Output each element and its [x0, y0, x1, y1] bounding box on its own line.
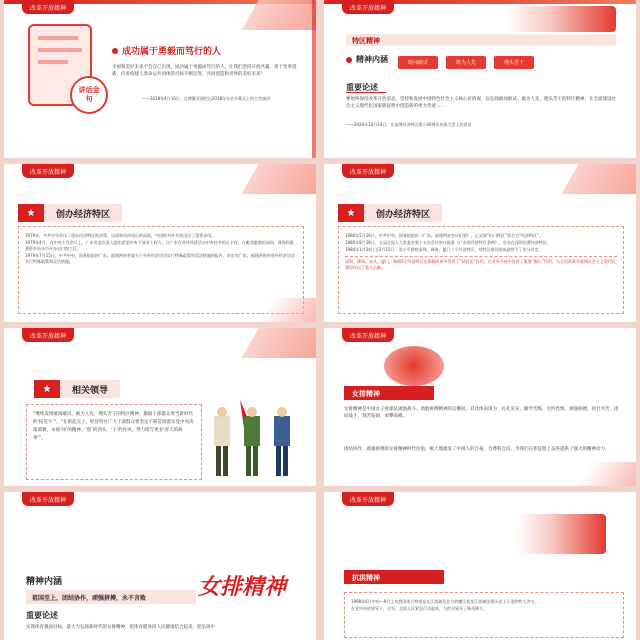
- slide7-subtitle: 重要论述: [26, 611, 58, 620]
- slide4-note: 深圳、珠海、汕头、厦门，海南5个经济特区在体制改革中发挥了“试验田”作用，在对外开放中发挥了重要“窗口”作用，为全国改革开放和社会主义现代化建设作出了重大贡献。: [345, 256, 617, 271]
- slide5-body: “继续发扬敢闯敢试、敢为人先、埋头苦干的特区精神，激励干部群众勇当新时代的‘拓荒牛’”，“在新起点上，经济特区广大干部群众要坚定不移贯彻落实党中央决策部署，永葆‘闯’的精神、‘创’的劲头、‘干’的作风，努力续写更多‘春天的故事’”。: [26, 404, 202, 480]
- slide7-inner-title: 精神内涵: [26, 577, 63, 587]
- slide-7[interactable]: [4, 492, 316, 640]
- slide-6[interactable]: [324, 328, 636, 486]
- document-icon: [28, 24, 100, 106]
- header-badge: 改革开放精神: [342, 328, 394, 342]
- slide-1[interactable]: [4, 0, 316, 158]
- slide-4[interactable]: [324, 164, 636, 322]
- header-badge: 改革开放精神: [22, 492, 74, 506]
- header-badge: 改革开放精神: [342, 492, 394, 506]
- corner-decoration: [226, 164, 316, 194]
- header-badge: 改革开放精神: [342, 0, 394, 14]
- list-item: 1980年5月16日，中共中央、国务院批转《广东、福建两省会议纪要》，正式将“出口特区”改名为“经济特区”。: [345, 233, 544, 238]
- soldiers-illustration: [204, 398, 304, 482]
- list-item: 在党中央的领导下，全军、全国人民紧急行动起来，与洪水展开了殊死搏斗。: [351, 606, 487, 611]
- party-emblem-icon: [384, 346, 444, 386]
- slide-5[interactable]: [4, 328, 316, 486]
- slide3-section: 创办经济特区: [44, 204, 122, 222]
- party-emblem-icon: [516, 514, 606, 554]
- list-item: 1979年4月，在中央工作会议上，广东省委负责人提出希望中央下放若干权力，让广东在对外经济活动中有较多的自主权，在毗邻港澳的深圳、珠海和重要侨乡汕头市开办出口加工区。: [25, 240, 294, 251]
- button-dare-try[interactable]: 敢闯敢试: [398, 56, 438, 69]
- party-emblem-icon: [506, 6, 616, 32]
- header-badge: 改革开放精神: [22, 164, 74, 178]
- corner-decoration: [546, 164, 636, 194]
- slide6-body2: 团结协作，顽强拼搏的女排精神时代价值，极大地激发了中国人的自豪、自尊和自信，为我们在新征程上奋进提供了强大的精神动力。: [344, 447, 610, 452]
- slide1-heading-row: [112, 44, 221, 57]
- star-icon: ★: [338, 204, 364, 222]
- slide7-motto: 祖国至上，团结协作，顽强拼搏，永不言败: [26, 590, 196, 604]
- slide6-body: 女排精神是中国女子排球队顽强战斗、勇敢拼搏精神的总概括。其具体表现为：扎扎实实，勤学苦练，无所畏惧，顽强拼搏，同甘共苦，团结战斗，刻苦钻研，勇攀高峰。: [344, 407, 619, 419]
- bullet-dot-icon: [346, 57, 352, 63]
- slide2-footer: ——2020年10月14日，在深圳经济特区建立40周年庆祝大会上的讲话: [346, 122, 472, 127]
- slide4-titlebar: [338, 204, 442, 222]
- list-item: 1979年，中共中央作出了创办经济特区的决策，以扭转经济落后的局面，中国的对外开放迈出了重要步伐。: [25, 233, 216, 238]
- slide3-titlebar: [18, 204, 122, 222]
- slide2-body: 要始终保持改革开放姿态，坚持和发展中国特色社会主义核心价值观，以弘扬敢闯敢试、敢为人先、埋头苦干的特区精神，在全面建设社会主义现代化国家新征程中创造新的更大奇迹……: [346, 97, 616, 109]
- list-item: 1980年8月26日，五届全国人大常委会第十五次会议审议批准《广东省经济特区条例》，宣布在深圳设置经济特区。: [345, 240, 551, 245]
- button-dare-first[interactable]: 敢为人先: [446, 56, 486, 69]
- slide4-content-box: [338, 226, 624, 314]
- slide2-subtitle: 重要论述: [346, 83, 378, 92]
- slide2-inner-title: 精神内涵: [356, 55, 388, 64]
- slide8-section: 抗洪精神: [344, 570, 444, 584]
- header-badge: 改革开放精神: [342, 164, 394, 178]
- header-badge: 改革开放精神: [22, 0, 74, 14]
- edge-bar: [312, 0, 316, 158]
- slide-8[interactable]: [324, 492, 636, 640]
- corner-decoration: [226, 328, 316, 358]
- star-icon: ★: [34, 380, 60, 398]
- slide5-titlebar: [34, 380, 120, 398]
- slide-2[interactable]: [324, 0, 636, 158]
- slide7-calligraphy: 女排精神: [198, 574, 287, 600]
- header-badge: 改革开放精神: [22, 328, 74, 342]
- slide-3[interactable]: [4, 164, 316, 322]
- corner-decoration: [566, 462, 636, 486]
- list-item: 1984年1月24日至2月15日，邓小平视察深圳、珠海、厦门三个经济特区，对特区建设的成就给予了充分肯定。: [345, 247, 543, 252]
- list-item: 1998年6月中旬—9月上旬我国南方特别是长江流域及北方的嫩江松花江流域出现历史上罕见的特大洪灾。: [351, 599, 539, 604]
- slide5-section: 相关领导: [60, 380, 120, 398]
- corner-decoration: [246, 298, 316, 322]
- slide1-footer: ——2018年4月10日，在博鳌亚洲论坛2018年年会开幕式上的主旨演讲: [142, 96, 270, 101]
- slide1-heading: 成功属于勇毅而笃行的人: [122, 47, 222, 57]
- speech-stamp: 讲话金句: [70, 76, 108, 114]
- slide1-body: 幸福和美好未来不会自己出现，成功属于勇毅而笃行的人。让我们坚持开放共赢，勇于变革创新，向着构建人类命运共同体的目标不断迈进，共同创造和世界的美好未来！: [112, 65, 297, 77]
- button-hard-work[interactable]: 埋头苦干: [494, 56, 534, 69]
- slide2-section: 特区精神: [346, 34, 616, 46]
- list-item: 1979年7月15日，中共中央、国务院批转广东、福建两省省委关于对外经济活动实行特殊政策和灵活措施的报告，决定对广东、福建两省的对外经济活动实行特殊政策和灵活措施。: [25, 253, 295, 264]
- subtitle-underline: [346, 92, 386, 93]
- slide7-body: 实现体育强国目标，最大力弘扬新时代的女排精神，把体育健身同人民健康结合起来，把弘扬中: [26, 625, 215, 630]
- bullet-dot-icon: [112, 48, 118, 54]
- star-icon: ★: [18, 204, 44, 222]
- slide8-content-box: [344, 592, 624, 638]
- slide2-inner-title-row: [346, 54, 388, 65]
- slide4-section: 创办经济特区: [364, 204, 442, 222]
- corner-decoration: [226, 0, 316, 30]
- slide2-button-row: [398, 56, 542, 69]
- slide6-section: 女排精神: [344, 386, 434, 400]
